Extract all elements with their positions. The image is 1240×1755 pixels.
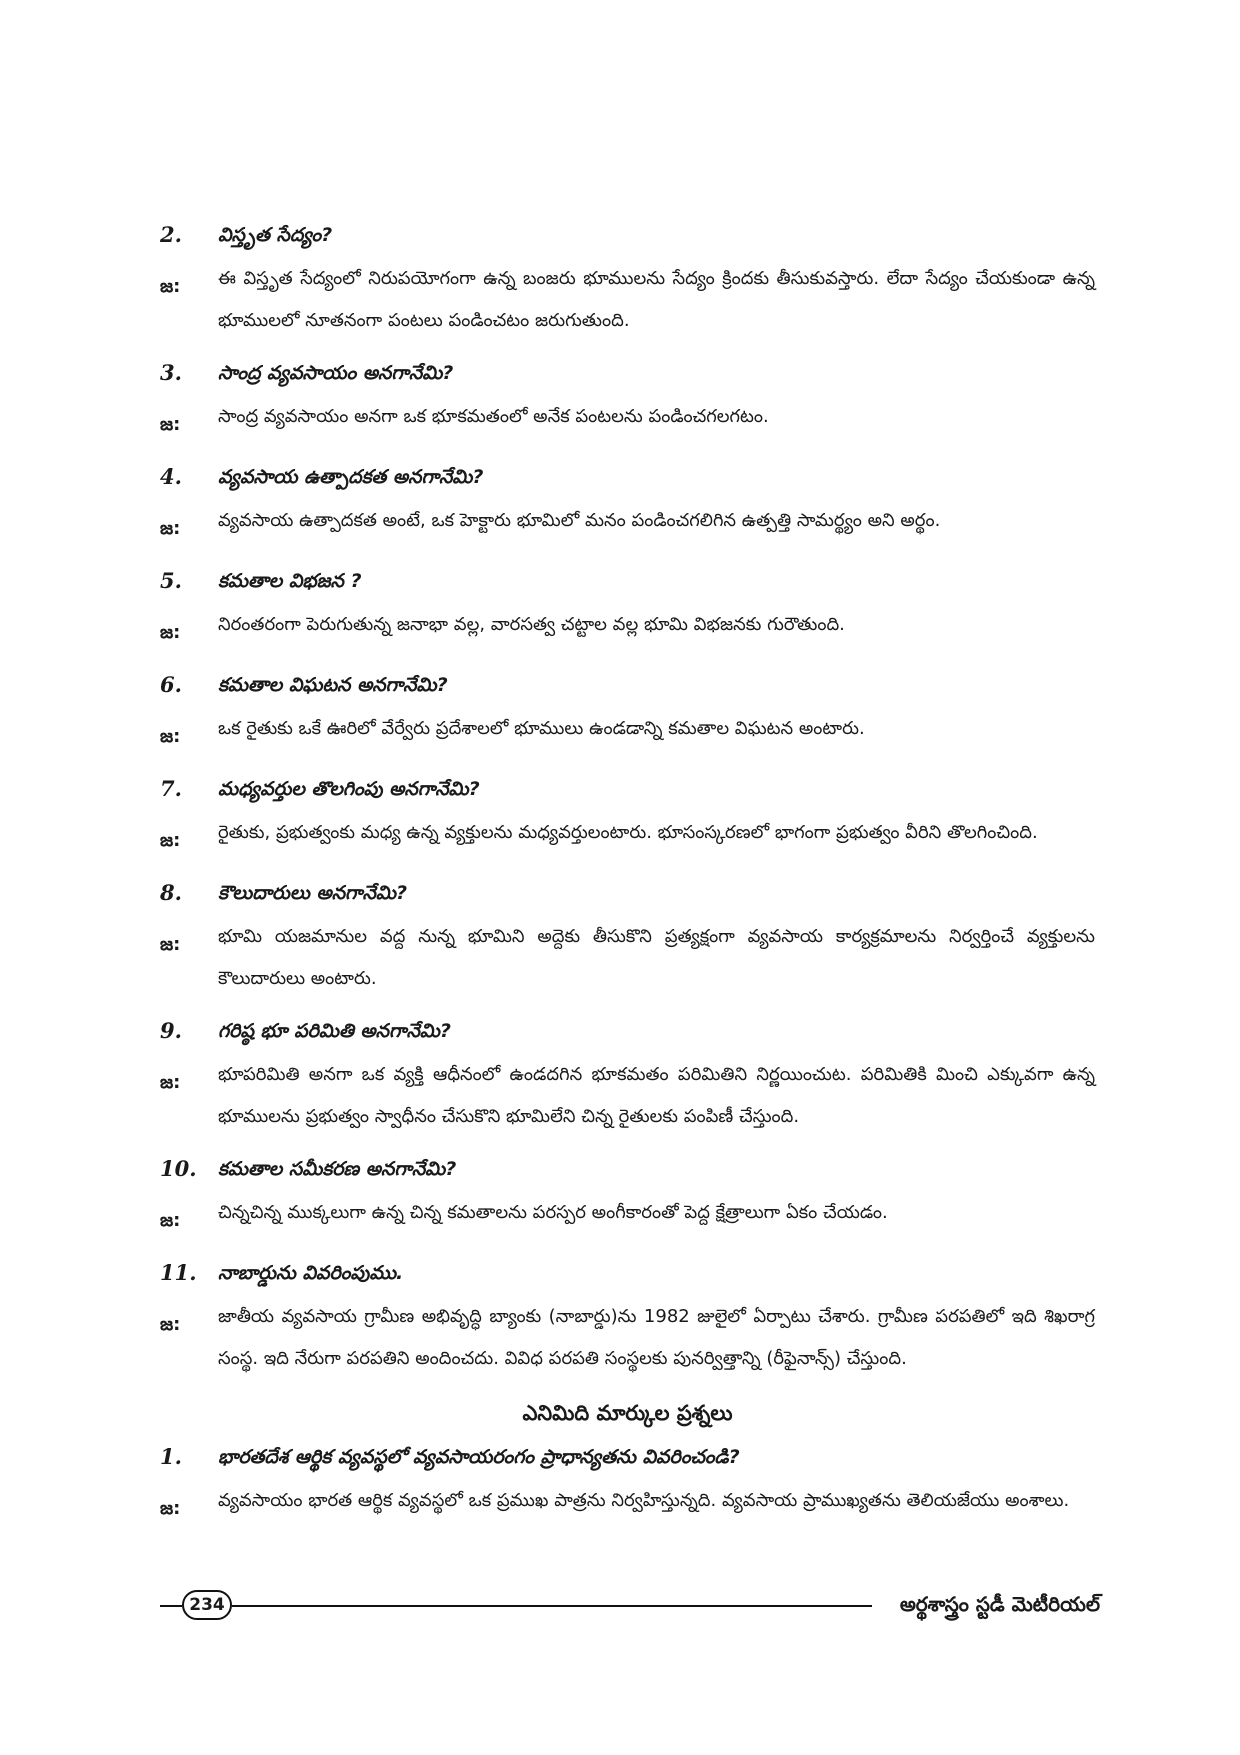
question-number: 7. (160, 776, 182, 801)
answer-row (160, 508, 1095, 550)
section-heading: ఎనిమిది మార్కుల ప్రశ్నలు (522, 1401, 733, 1425)
footer-title: అర్థశాస్త్రం స్టడీ మెటీరియల్ (899, 1592, 1100, 1616)
question-text: వ్యవసాయ ఉత్పాదకత అనగానేమి? (218, 466, 484, 488)
answer-text: నిరంతరంగా పెరుగుతున్న జనాభా వల్ల, వారసత్వ చట్టాల వల్ల భూమి విభజనకు గురౌతుంది. (218, 614, 845, 635)
answer-text: సాంద్ర వ్యవసాయం అనగా ఒక భూకమతంలో అనేక పంటలను పండించగలగటం. (218, 406, 769, 427)
answer-row (160, 820, 1095, 862)
question-number: 8. (160, 880, 182, 905)
answer-text: భూపరిమితి అనగా ఒక వ్యక్తి ఆధీనంలో ఉండదగిన భూకమతం పరిమితిని నిర్ణయించుట. పరిమితికి మించి ఎక్కువగా ఉన్న భూములను ప్రభుత్వం స్వాధీనం చేసుకొని భూమిలేని చిన్న రైతులకు పంపిణీ చేస్తుంది. (218, 1064, 1095, 1127)
answer-label: జ: (160, 1210, 181, 1231)
question-text: గరిష్ఠ భూ పరిమితి అనగానేమి? (218, 1020, 451, 1042)
question-row (160, 222, 1095, 248)
question-row (160, 360, 1095, 386)
question-row (160, 1260, 1095, 1286)
answer-row (160, 1304, 1095, 1380)
answer-text: భూమి యజమానుల వద్ద నున్న భూమిని అద్దెకు తీసుకొని ప్రత్యక్షంగా వ్యవసాయ కార్యక్రమాలను నిర్వర్తించే వ్యక్తులను కౌలుదారులు అంటారు. (218, 926, 1095, 989)
answer-text: వ్యవసాయం భారత ఆర్థిక వ్యవస్థలో ఒక ప్రముఖ పాత్రను నిర్వహిస్తున్నది. వ్యవసాయ ప్రాముఖ్యతను తెలియజేయు అంశాలు. (218, 1490, 1070, 1511)
question-text: కమతాల విభజన ? (218, 570, 362, 592)
answer-label: జ: (160, 1072, 181, 1093)
question-text: కమతాల సమీకరణ అనగానేమి? (218, 1158, 457, 1180)
question-text: సాంద్ర వ్యవసాయం అనగానేమి? (218, 362, 454, 384)
question-text: కౌలుదారులు అనగానేమి? (218, 882, 407, 904)
answer-row (160, 266, 1095, 342)
answer-text: జాతీయ వ్యవసాయ గ్రామీణ అభివృద్ధి బ్యాంకు (నాబార్డు)ను 1982 జులైలో ఏర్పాటు చేశారు. గ్రామీణ పరపతిలో ఇది శిఖరాగ్ర సంస్థ. ఇది నేరుగా పరపతిని అందించదు. వివిధ పరపతి సంస్థలకు పునర్విత్తాన్ని (రీఫైనాన్స్) చేస్తుంది. (218, 1306, 1095, 1369)
question-number: 6. (160, 672, 182, 697)
footer-rule (232, 1605, 872, 1607)
answer-label: జ: (160, 518, 181, 539)
question-number: 2. (160, 222, 182, 247)
answer-row (160, 1062, 1095, 1138)
answer-label: జ: (160, 934, 181, 955)
answer-label: జ: (160, 1314, 181, 1335)
question-number: 9. (160, 1018, 182, 1043)
question-row (160, 672, 1095, 698)
answer-text: వ్యవసాయ ఉత్పాదకత అంటే, ఒక హెక్టారు భూమిలో మనం పండించగలిగిన ఉత్పత్తి సామర్థ్యం అని అర్థం. (218, 510, 941, 531)
page-number-badge: 234 (182, 1590, 232, 1620)
question-text: విస్తృత సేద్యం? (218, 224, 333, 246)
answer-label: జ: (160, 726, 181, 747)
answer-row (160, 924, 1095, 1000)
question-row (160, 568, 1095, 594)
answer-label: జ: (160, 276, 181, 297)
question-number: 5. (160, 568, 182, 593)
question-row (160, 1156, 1095, 1182)
answer-text: ఒక రైతుకు ఒకే ఊరిలో వేర్వేరు ప్రదేశాలలో భూములు ఉండడాన్ని కమతాల విఘటన అంటారు. (218, 718, 865, 739)
question-number: 1. (160, 1444, 182, 1469)
footer-rule-left (160, 1605, 182, 1607)
question-number: 3. (160, 360, 182, 385)
answer-label: జ: (160, 1498, 181, 1519)
question-number: 11. (160, 1260, 197, 1285)
question-text: మధ్యవర్తుల తొలగింపు అనగానేమి? (218, 778, 480, 800)
question-list (160, 222, 1095, 1548)
answer-text: రైతుకు, ప్రభుత్వంకు మధ్య ఉన్న వ్యక్తులను మధ్యవర్తులంటారు. భూసంస్కరణలో భాగంగా ప్రభుత్వం వీరిని తొలగించింది. (218, 822, 1038, 843)
question-text: భారతదేశ ఆర్థిక వ్యవస్థలో వ్యవసాయరంగం ప్రాధాన్యతను వివరించండి? (218, 1446, 740, 1468)
question-text: కమతాల విఘటన అనగానేమి? (218, 674, 448, 696)
answer-label: జ: (160, 830, 181, 851)
answer-text: చిన్నచిన్న ముక్కలుగా ఉన్న చిన్న కమతాలను పరస్పర అంగీకారంతో పెద్ద క్షేత్రాలుగా ఏకం చేయడం. (218, 1202, 888, 1223)
answer-row (160, 1200, 1095, 1242)
question-row (160, 776, 1095, 802)
question-row (160, 880, 1095, 906)
question-number: 4. (160, 464, 182, 489)
question-number: 10. (160, 1156, 197, 1181)
answer-row (160, 716, 1095, 758)
answer-row (160, 1488, 1095, 1530)
answer-text: ఈ విస్తృత సేద్యంలో నిరుపయోగంగా ఉన్న బంజరు భూములను సేద్యం క్రిందకు తీసుకువస్తారు. లేదా సేద్యం చేయకుండా ఉన్న భూములలో నూతనంగా పంటలు పండించటం జరుగుతుంది. (218, 268, 1095, 331)
answer-row (160, 404, 1095, 446)
question-row (160, 1444, 1095, 1470)
answer-row (160, 612, 1095, 654)
question-row (160, 1018, 1095, 1044)
answer-label: జ: (160, 414, 181, 435)
question-row (160, 464, 1095, 490)
answer-label: జ: (160, 622, 181, 643)
question-text: నాబార్డును వివరింపుము. (218, 1262, 404, 1284)
